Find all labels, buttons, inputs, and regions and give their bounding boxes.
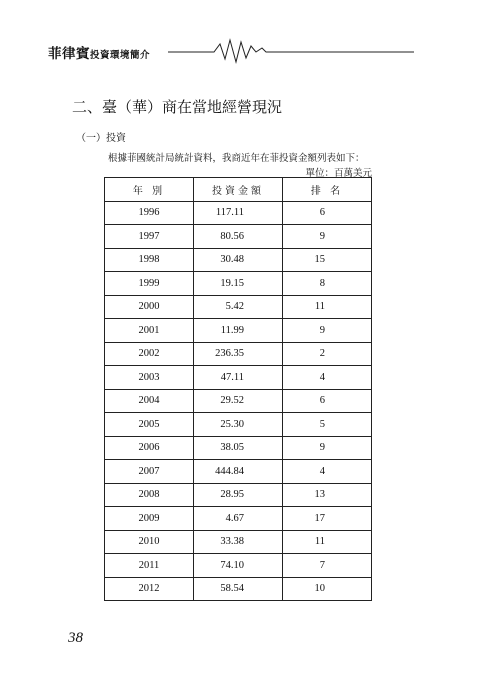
rank-cell: 10 bbox=[283, 577, 372, 601]
amount-cell: 4.67 bbox=[194, 507, 283, 531]
table-row bbox=[105, 248, 372, 272]
amount-cell: 28.95 bbox=[194, 483, 283, 507]
amount-cell: 30.48 bbox=[194, 248, 283, 272]
investment-table bbox=[104, 177, 372, 601]
table-row bbox=[105, 272, 372, 296]
table-row bbox=[105, 295, 372, 319]
amount-cell: 58.54 bbox=[194, 577, 283, 601]
amount-cell: 47.11 bbox=[194, 366, 283, 390]
year-cell: 2007 bbox=[105, 460, 194, 484]
header-title-main: 菲律賓 bbox=[48, 46, 90, 62]
table-row bbox=[105, 201, 372, 225]
year-cell: 2002 bbox=[105, 342, 194, 366]
table-row bbox=[105, 483, 372, 507]
table-row bbox=[105, 530, 372, 554]
amount-cell: 236.35 bbox=[194, 342, 283, 366]
rank-cell: 4 bbox=[283, 460, 372, 484]
amount-cell: 38.05 bbox=[194, 436, 283, 460]
amount-cell: 117.11 bbox=[194, 201, 283, 225]
table-row bbox=[105, 342, 372, 366]
year-cell: 2000 bbox=[105, 295, 194, 319]
table-header-row bbox=[105, 178, 372, 202]
table-row bbox=[105, 413, 372, 437]
table-row bbox=[105, 554, 372, 578]
table-row bbox=[105, 507, 372, 531]
amount-cell: 80.56 bbox=[194, 225, 283, 249]
amount-cell: 29.52 bbox=[194, 389, 283, 413]
year-cell: 2011 bbox=[105, 554, 194, 578]
rank-cell: 9 bbox=[283, 436, 372, 460]
year-cell: 1998 bbox=[105, 248, 194, 272]
intro-paragraph: 根據菲國統計局統計資料，我商近年在菲投資金額列表如下： bbox=[108, 153, 365, 164]
rank-cell: 9 bbox=[283, 225, 372, 249]
table-row bbox=[105, 389, 372, 413]
amount-cell: 19.15 bbox=[194, 272, 283, 296]
table-row bbox=[105, 225, 372, 249]
year-cell: 1997 bbox=[105, 225, 194, 249]
table-row bbox=[105, 577, 372, 601]
year-cell: 2005 bbox=[105, 413, 194, 437]
amount-cell: 444.84 bbox=[194, 460, 283, 484]
column-header-amount: 投資金額 bbox=[194, 178, 283, 202]
rank-cell: 11 bbox=[283, 530, 372, 554]
year-cell: 2006 bbox=[105, 436, 194, 460]
column-header-year: 年 別 bbox=[105, 178, 194, 202]
column-header-rank: 排 名 bbox=[283, 178, 372, 202]
header-title-sub: 投資環境簡介 bbox=[90, 50, 151, 61]
rank-cell: 6 bbox=[283, 201, 372, 225]
amount-cell: 25.30 bbox=[194, 413, 283, 437]
rank-cell: 7 bbox=[283, 554, 372, 578]
amount-cell: 5.42 bbox=[194, 295, 283, 319]
table-row bbox=[105, 460, 372, 484]
table-row bbox=[105, 319, 372, 343]
year-cell: 2010 bbox=[105, 530, 194, 554]
table-row bbox=[105, 366, 372, 390]
rank-cell: 2 bbox=[283, 342, 372, 366]
section-heading: 二、臺（華）商在當地經營現況 bbox=[72, 98, 283, 116]
subsection-heading: （一）投資 bbox=[76, 133, 126, 144]
rank-cell: 9 bbox=[283, 319, 372, 343]
year-cell: 1996 bbox=[105, 201, 194, 225]
amount-cell: 74.10 bbox=[194, 554, 283, 578]
year-cell: 2001 bbox=[105, 319, 194, 343]
year-cell: 2009 bbox=[105, 507, 194, 531]
year-cell: 2003 bbox=[105, 366, 194, 390]
rank-cell: 13 bbox=[283, 483, 372, 507]
rank-cell: 15 bbox=[283, 248, 372, 272]
rank-cell: 6 bbox=[283, 389, 372, 413]
amount-cell: 33.38 bbox=[194, 530, 283, 554]
rank-cell: 5 bbox=[283, 413, 372, 437]
year-cell: 2012 bbox=[105, 577, 194, 601]
year-cell: 1999 bbox=[105, 272, 194, 296]
rank-cell: 11 bbox=[283, 295, 372, 319]
amount-cell: 11.99 bbox=[194, 319, 283, 343]
unit-note: 單位：百萬美元 bbox=[305, 168, 372, 179]
year-cell: 2004 bbox=[105, 389, 194, 413]
rank-cell: 8 bbox=[283, 272, 372, 296]
page-number: 38 bbox=[68, 630, 83, 646]
table-row bbox=[105, 436, 372, 460]
header-title bbox=[48, 42, 150, 62]
rank-cell: 17 bbox=[283, 507, 372, 531]
header-heartbeat-line bbox=[0, 0, 480, 80]
table-body bbox=[105, 201, 372, 601]
year-cell: 2008 bbox=[105, 483, 194, 507]
rank-cell: 4 bbox=[283, 366, 372, 390]
